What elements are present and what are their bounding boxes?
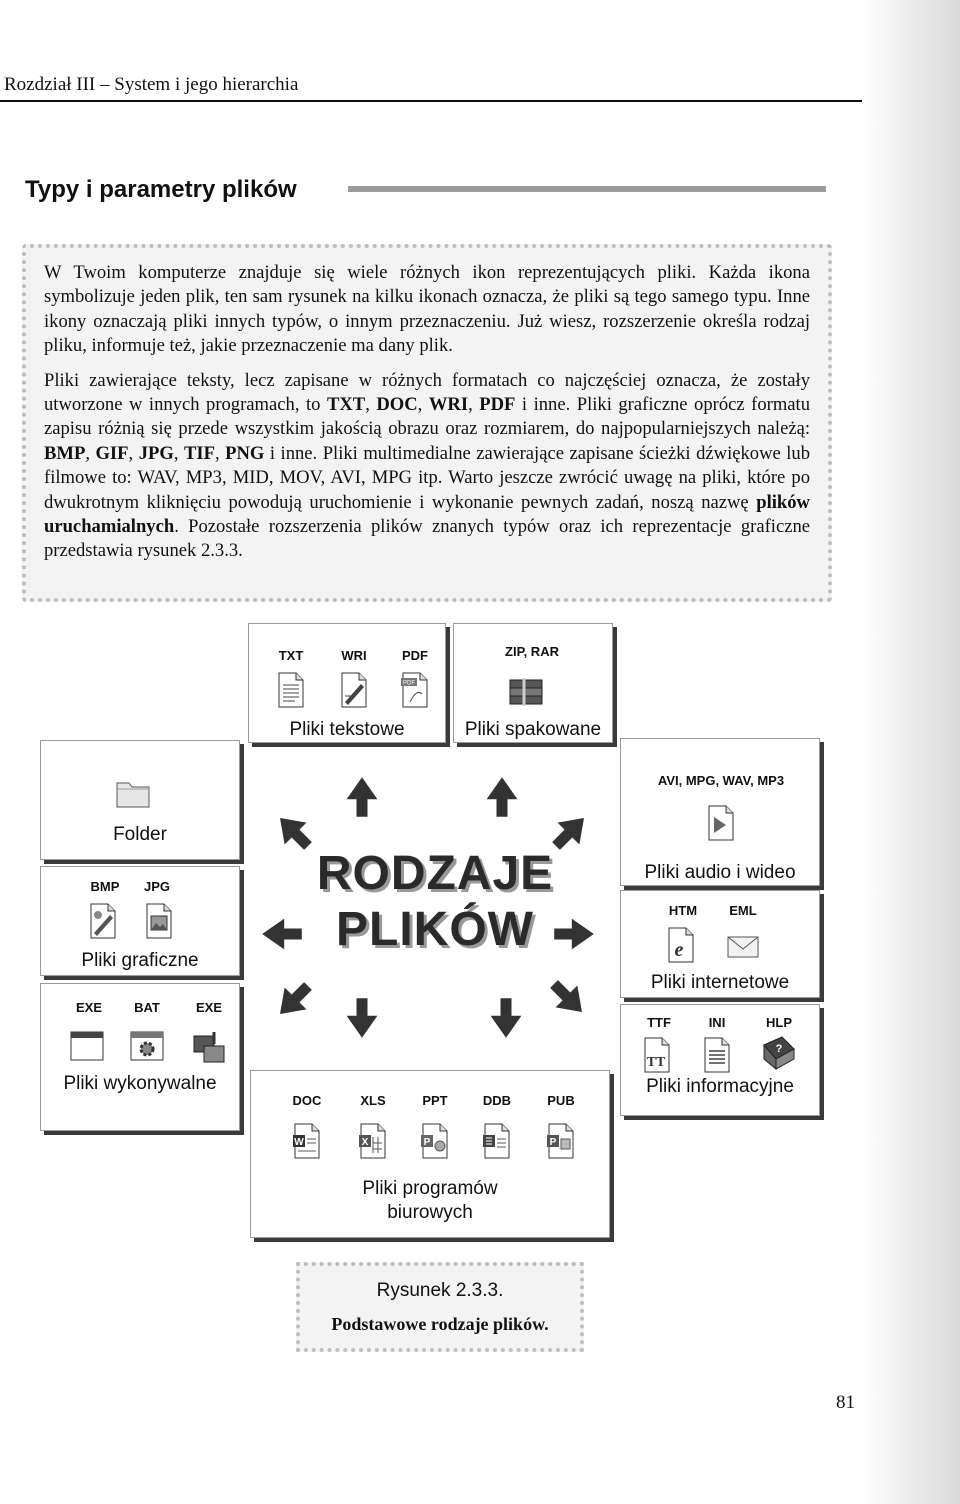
arrow-down-right-icon bbox=[546, 976, 590, 1020]
chapter-header: Rozdział III – System i jego hierarchia bbox=[4, 74, 299, 95]
ext-label: BAT bbox=[134, 1000, 160, 1015]
figure-caption-box bbox=[296, 1262, 584, 1352]
ext-label: PDF bbox=[402, 648, 428, 663]
arrow-up-icon bbox=[340, 775, 384, 819]
group-caption: Folder bbox=[113, 824, 167, 845]
header-rule bbox=[0, 100, 862, 102]
arrow-up-right-icon bbox=[548, 810, 592, 854]
spreadsheet-icon bbox=[358, 1123, 388, 1159]
ext-label: XLS bbox=[360, 1093, 386, 1108]
group-office-files bbox=[250, 1070, 610, 1238]
page-number: 81 bbox=[836, 1392, 855, 1413]
ext-label: DDB bbox=[482, 1093, 512, 1108]
ext-label: TTF bbox=[647, 1015, 671, 1030]
pdf-document-icon bbox=[400, 672, 430, 708]
svg-text:P: P bbox=[423, 1137, 431, 1148]
diagram-title-line1: RODZAJE bbox=[316, 847, 554, 900]
group-text-files bbox=[248, 623, 446, 743]
ext-label: DOC bbox=[292, 1093, 322, 1108]
email-envelope-icon bbox=[726, 927, 760, 963]
figure-number: Rysunek 2.3.3. bbox=[376, 1280, 504, 1301]
arrow-down-left-icon bbox=[272, 978, 316, 1022]
database-icon bbox=[482, 1123, 512, 1159]
media-file-icon bbox=[706, 805, 736, 841]
group-media-files bbox=[620, 738, 820, 886]
group-caption: Pliki graficzne bbox=[81, 950, 199, 971]
figure-title: Podstawowe rodzaje plików. bbox=[331, 1314, 549, 1334]
group-caption: Pliki informacyjne bbox=[646, 1076, 794, 1097]
group-caption: Pliki audio i wideo bbox=[644, 862, 796, 883]
group-caption: Pliki tekstowe bbox=[289, 719, 405, 740]
batch-gear-icon bbox=[130, 1028, 164, 1064]
ext-label: WRI bbox=[341, 648, 367, 663]
write-document-icon bbox=[339, 672, 369, 708]
folder-icon bbox=[115, 775, 151, 811]
text-document-icon bbox=[276, 672, 306, 708]
archive-icon bbox=[508, 674, 544, 710]
page-edge-shadow bbox=[860, 0, 960, 1504]
ext-label: EXE bbox=[75, 1000, 102, 1015]
group-internet-files bbox=[620, 890, 820, 998]
group-archive-files bbox=[453, 623, 613, 743]
arrow-right-icon bbox=[552, 912, 596, 956]
svg-text:P: P bbox=[549, 1137, 557, 1148]
ext-label: TXT bbox=[278, 648, 304, 663]
arrow-left-icon bbox=[260, 912, 304, 956]
intro-text-box bbox=[22, 244, 832, 602]
word-document-icon bbox=[292, 1123, 322, 1159]
ext-label: INI bbox=[708, 1015, 726, 1030]
ext-label: PPT bbox=[422, 1093, 448, 1108]
diagram-title-line2: PLIKÓW bbox=[336, 903, 534, 956]
ext-label: HLP bbox=[766, 1015, 792, 1030]
application-window-icon bbox=[70, 1028, 104, 1064]
group-caption-line2: biurowych bbox=[387, 1202, 473, 1223]
group-caption-line1: Pliki programów bbox=[362, 1178, 498, 1199]
ext-label: EML bbox=[729, 903, 757, 918]
settings-file-icon bbox=[702, 1037, 732, 1073]
bitmap-icon bbox=[88, 903, 118, 939]
title-decoration-bar bbox=[348, 186, 826, 192]
svg-text:PDF: PDF bbox=[403, 680, 415, 687]
help-book-icon bbox=[762, 1035, 796, 1071]
ext-label: ZIP, RAR bbox=[505, 644, 559, 659]
html-document-icon bbox=[666, 927, 696, 963]
font-file-icon bbox=[642, 1037, 672, 1073]
svg-text:X: X bbox=[361, 1137, 369, 1148]
group-caption: Pliki wykonywalne bbox=[63, 1073, 217, 1094]
group-caption: Pliki internetowe bbox=[650, 972, 790, 993]
publisher-icon bbox=[546, 1123, 576, 1159]
svg-text:TT: TT bbox=[646, 1055, 666, 1070]
ext-label: JPG bbox=[143, 879, 170, 894]
installer-icon bbox=[192, 1028, 226, 1064]
ext-label: PUB bbox=[547, 1093, 575, 1108]
arrow-down-icon bbox=[340, 996, 384, 1040]
ext-label: EXE bbox=[195, 1000, 222, 1015]
section-title: Typy i parametry plików bbox=[25, 176, 297, 203]
intro-paragraph-1: W Twoim komputerze znajduje się wiele różnych ikon reprezentujących pliki. Każda ikona symbolizuje jeden plik, ten sam rysunek na kilku ikonach oznacza, że pliki są tego samego typu. Inne ikony oznaczają pliki innych typów, o innym przeznaczeniu. Już wiesz, rozszerzenie określa rodzaj pliku, informuje też, jakie przeznaczenie ma dany plik. bbox=[44, 262, 810, 357]
intro-paragraph-2: Pliki zawierające teksty, lecz zapisane w różnych formatach co najczęściej oznacza, że zostały utworzone w innych programach, to TXT, DOC, WRI, PDF i inne. Pliki graficzne oprócz formatu zapisu różnią się przede wszystkim jakością obrazu oraz rozmiarem, do najpopularniejszych należą: BMP, GIF, JPG, TIF, PNG i inne. Pliki multimedialne zawierające zapisane ścieżki dźwiękowe lub filmowe to: WAV, MP3, MID, MOV, AVI, MPG itp. Warto jeszcze zwrócić uwagę na pliki, które po dwukrotnym kliknięciu powodują uruchomienie i wykonanie pewnych zadań, noszą nazwę plików uruchamialnych. Pozostałe rozszerzenia plików znanych typów oraz ich reprezentacje graficzne przedstawia rysunek 2.3.3. bbox=[44, 369, 811, 562]
group-caption: Pliki spakowane bbox=[464, 719, 602, 740]
group-executable-files bbox=[40, 983, 240, 1131]
group-folder bbox=[40, 740, 240, 860]
jpeg-icon bbox=[144, 903, 174, 939]
ext-label: HTM bbox=[668, 903, 698, 918]
svg-text:?: ? bbox=[775, 1043, 783, 1055]
ext-label: BMP bbox=[90, 879, 120, 894]
arrow-up-icon bbox=[480, 775, 524, 819]
svg-text:e: e bbox=[674, 939, 684, 961]
ext-label: AVI, MPG, WAV, MP3 bbox=[657, 773, 785, 788]
group-image-files bbox=[40, 866, 240, 976]
svg-text:W: W bbox=[294, 1137, 304, 1148]
group-info-files bbox=[620, 1004, 820, 1116]
arrow-down-icon bbox=[484, 996, 528, 1040]
arrow-up-left-icon bbox=[272, 810, 316, 854]
presentation-icon bbox=[420, 1123, 450, 1159]
